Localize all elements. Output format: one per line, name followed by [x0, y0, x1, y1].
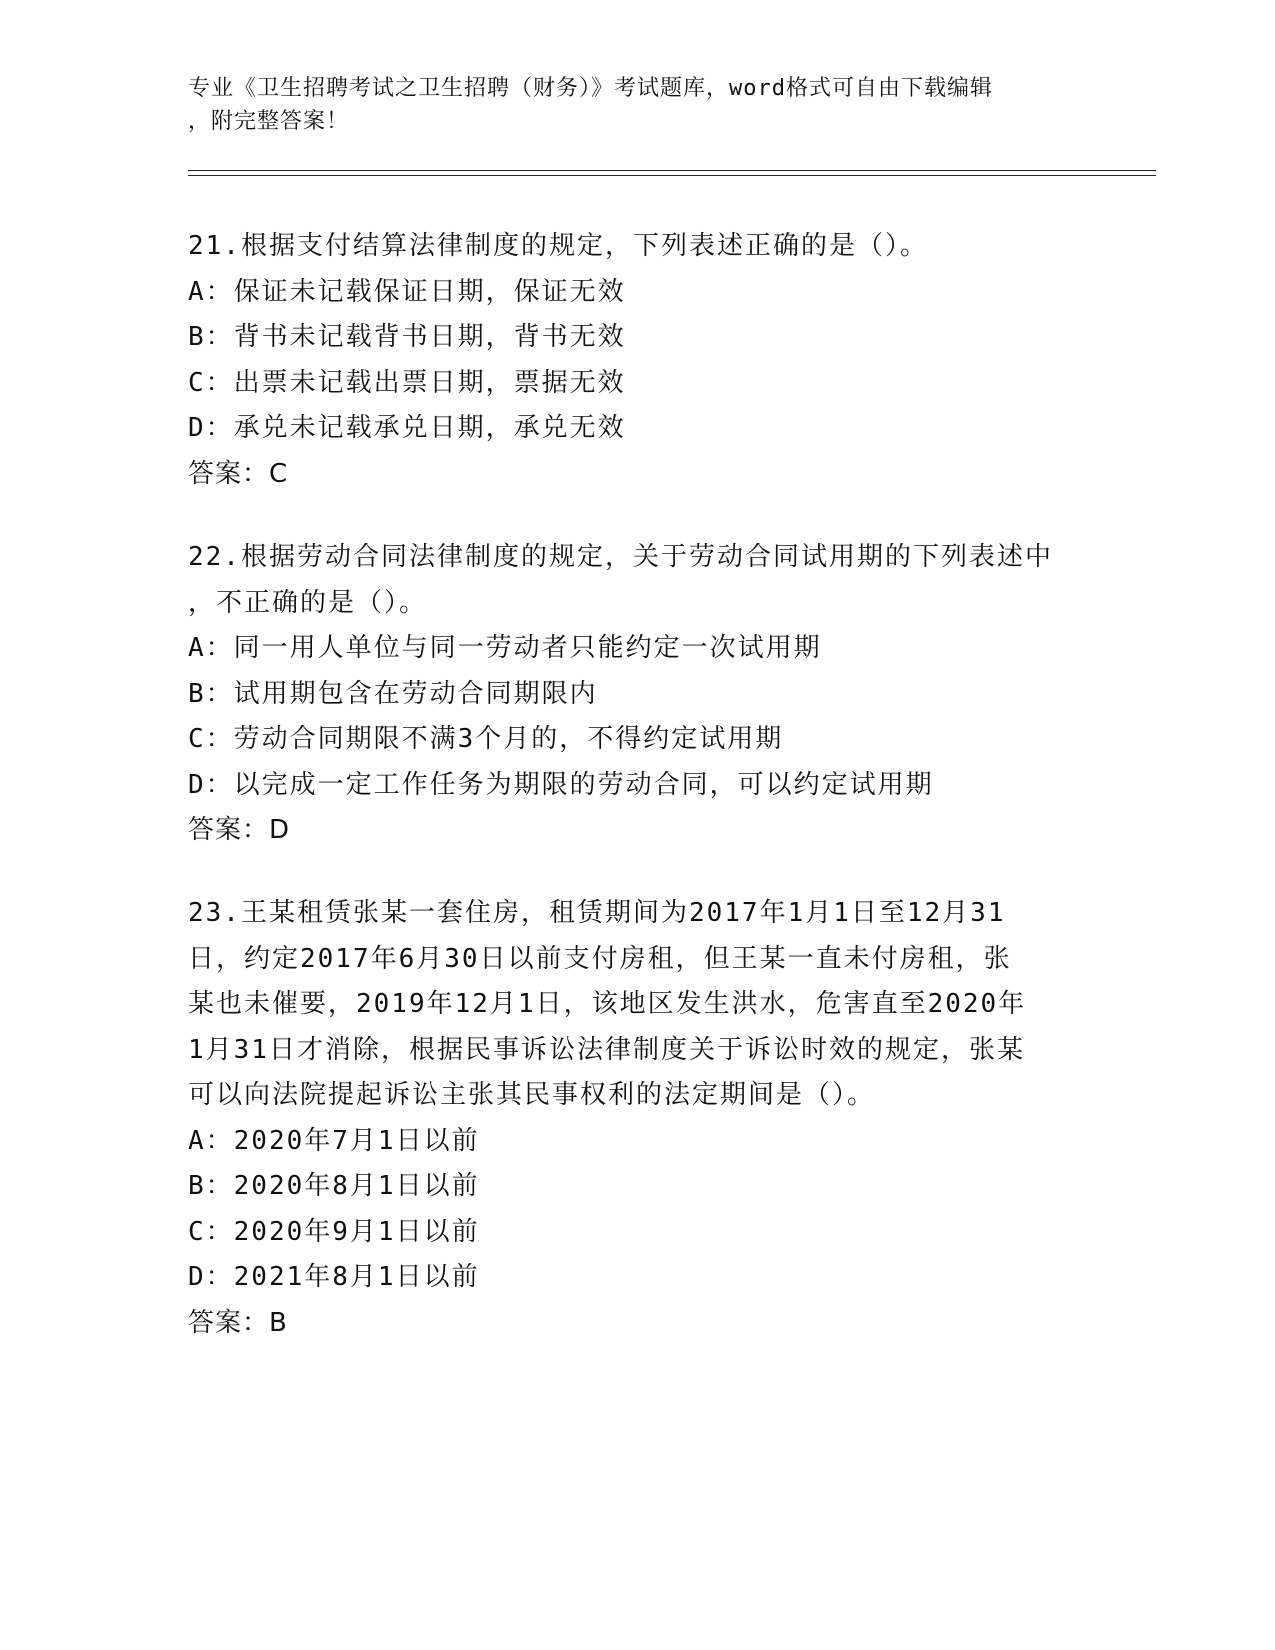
question-22-option-c: C：劳动合同期限不满3个月的，不得约定试用期 [188, 724, 784, 754]
question-22-option-b: B：试用期包含在劳动合同期限内 [188, 678, 598, 709]
question-21-option-c: C：出票未记载出票日期，票据无效 [188, 367, 626, 398]
question-23-stem-line-3: 某也未催要，2019年12月1日，该地区发生洪水，危害直至2020年 [188, 989, 1027, 1019]
question-22-stem-line-2: ，不正确的是（）。 [188, 587, 428, 618]
header-divider-bottom [188, 175, 1156, 176]
question-21-option-d: D：承兑未记载承兑日期，承兑无效 [188, 413, 626, 443]
question-21-stem: 21.根据支付结算法律制度的规定，下列表述正确的是（）。 [188, 231, 928, 261]
document-header [188, 72, 1068, 138]
question-23-option-d: D：2021年8月1日以前 [188, 1262, 480, 1292]
question-23-answer: 答案：B [188, 1307, 288, 1338]
question-21 [188, 224, 1088, 497]
question-23-option-b: B：2020年8月1日以前 [188, 1171, 480, 1201]
question-21-answer: 答案：C [188, 458, 289, 489]
question-21-option-a: A：保证未记载保证日期，保证无效 [188, 276, 626, 307]
header-divider-top [188, 170, 1156, 171]
question-23-stem-line-1: 23.王某租赁张某一套住房，租赁期间为2017年1月1日至12月31 [188, 898, 1006, 928]
question-21-option-b: B：背书未记载背书日期，背书无效 [188, 322, 626, 352]
question-23-option-c: C：2020年9月1日以前 [188, 1216, 480, 1247]
header-line-2: ，附完整答案！ [188, 109, 350, 134]
question-23-stem-line-5: 可以向法院提起诉讼主张其民事权利的法定期间是（）。 [188, 1080, 876, 1110]
question-22-option-a: A：同一用人单位与同一劳动者只能约定一次试用期 [188, 633, 822, 663]
question-22-answer: 答案：D [188, 815, 291, 845]
question-22 [188, 535, 1088, 854]
question-22-stem-line-1: 22.根据劳动合同法律制度的规定，关于劳动合同试用期的下列表述中 [188, 542, 1053, 572]
question-23 [188, 891, 1088, 1346]
question-23-option-a: A：2020年7月1日以前 [188, 1125, 480, 1156]
question-23-stem-line-4: 1月31日才消除，根据民事诉讼法律制度关于诉讼时效的规定，张某 [188, 1034, 1025, 1065]
question-23-stem-line-2: 日，约定2017年6月30日以前支付房租，但王某一直未付房租，张 [188, 943, 1012, 974]
question-22-option-d: D：以完成一定工作任务为期限的劳动合同，可以约定试用期 [188, 769, 934, 800]
header-line-1: 专业《卫生招聘考试之卫生招聘（财务）》考试题库，word格式可自由下载编辑 [188, 76, 993, 101]
